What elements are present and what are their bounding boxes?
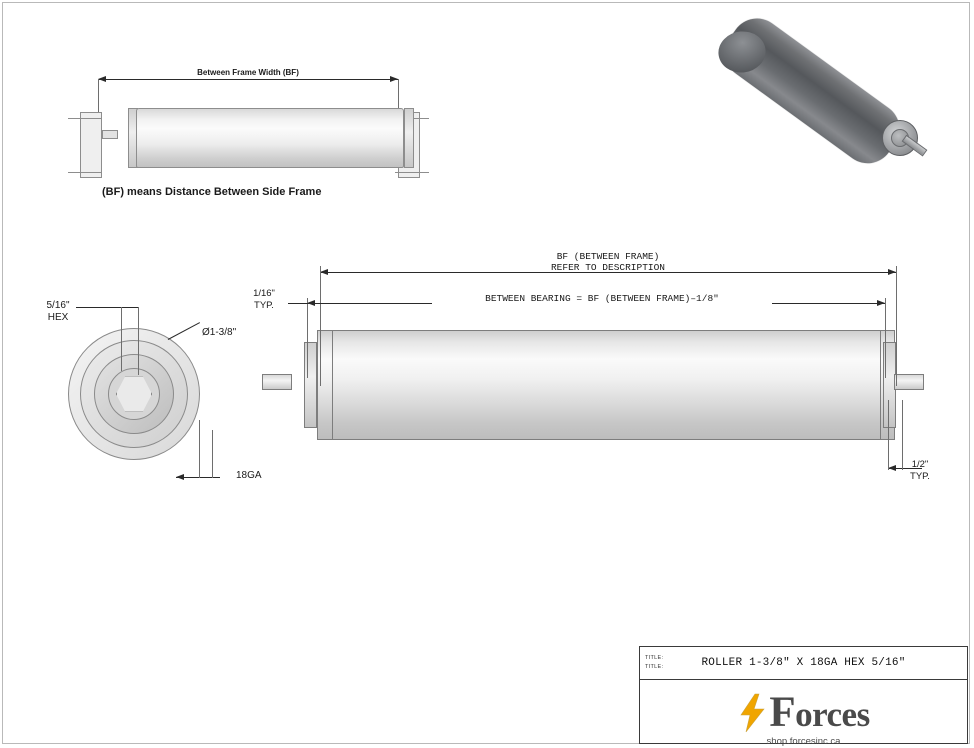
hex-ext-right [138, 307, 139, 375]
lightning-bolt-icon [737, 693, 767, 731]
bf-overall-label-line2: REFER TO DESCRIPTION [550, 262, 666, 273]
right-typ-label-2: TYP. [910, 471, 930, 482]
hex-word-label: HEX [47, 312, 69, 323]
side-shaft-right [894, 374, 924, 390]
frame-flange-left-top [68, 118, 102, 119]
bf-arrow-left [98, 76, 106, 82]
forces-logo [640, 680, 967, 747]
title-block [639, 646, 968, 747]
side-tube-endline-right [880, 330, 881, 440]
between-bearing-arrow-right [877, 300, 885, 306]
side-bearing-left [304, 342, 317, 428]
gauge-ext-a [199, 420, 200, 478]
roller-end-cap-right [404, 108, 414, 168]
left-typ-label-1: 1/16" [253, 288, 275, 299]
logo-cap: F [769, 688, 796, 736]
drawing-title: ROLLER 1-3/8" X 18GA HEX 5/16" [701, 657, 906, 669]
title-block-title-row [640, 647, 967, 680]
hex-ext-left [121, 307, 122, 371]
roller-axle-left [102, 130, 118, 139]
between-frame-illustration [40, 26, 460, 198]
between-frame-caption: (BF) means Distance Between Side Frame [102, 186, 322, 198]
bf-dimension-line [98, 79, 398, 80]
gauge-arrow-left [176, 474, 184, 480]
wall-gauge-label: 18GA [236, 470, 262, 481]
logo-url: shop.forcesinc.ca [766, 735, 841, 747]
frame-flange-left-bottom [68, 172, 102, 173]
bf-overall-label-line1: BF (BETWEEN FRAME) [556, 251, 660, 262]
right-typ-arrow [888, 465, 896, 471]
title-label-2: TITLE: [645, 664, 664, 670]
logo-rest: orces [795, 694, 870, 734]
between-bearing-ext-left [307, 298, 308, 378]
roller-end-view [60, 320, 220, 500]
between-bearing-ext-right [885, 298, 886, 378]
gauge-ext-b [212, 430, 213, 478]
bf-overall-arrow-left [320, 269, 328, 275]
hex-dim-line [76, 307, 138, 308]
side-tube-endline-left [332, 330, 333, 440]
roller-side-view [262, 330, 922, 490]
right-typ-label-1: 1/2" [911, 459, 929, 470]
diameter-label: Ø1-3/8" [202, 327, 237, 338]
bf-dimension-label: Between Frame Width (BF) [197, 68, 299, 77]
bf-arrow-right [390, 76, 398, 82]
bf-overall-ext-left [320, 266, 321, 386]
left-typ-dim-line [288, 303, 310, 304]
bf-extension-left [98, 79, 99, 113]
logo-wordmark [769, 688, 870, 736]
hex-size-label: 5/16" [46, 300, 70, 311]
frame-flange-right-bottom [395, 172, 429, 173]
side-shaft-left [262, 374, 292, 390]
roller-3d-render [716, 20, 950, 170]
between-bearing-label: BETWEEN BEARING = BF (BETWEEN FRAME)–1/8" [432, 294, 772, 305]
side-tube [317, 330, 895, 440]
right-typ-ext-a [888, 400, 889, 470]
roller-tube-top-view [136, 108, 404, 168]
left-typ-label-2: TYP. [254, 300, 274, 311]
side-frame-left [80, 112, 102, 178]
title-label-1: TITLE: [645, 655, 664, 661]
bf-overall-ext-right [896, 266, 897, 386]
bf-overall-arrow-right [888, 269, 896, 275]
